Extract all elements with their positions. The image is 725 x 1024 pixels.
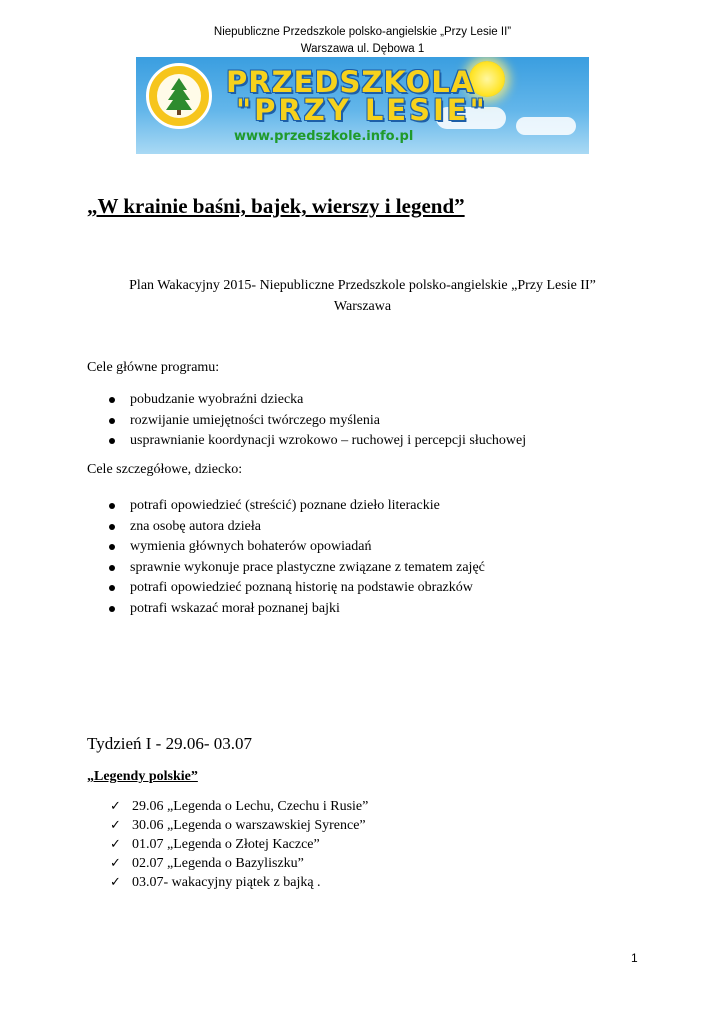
schedule-item-text: 02.07 „Legenda o Bazyliszku” [132, 856, 304, 871]
list-item-text: zna osobę autora dzieła [130, 518, 261, 534]
list-item-text: potrafi opowiedzieć (streścić) poznane dzieło literackie [130, 498, 440, 513]
checkmark-icon: ✓ [110, 799, 121, 814]
schedule-item-text: 01.07 „Legenda o Złotej Kaczce” [132, 837, 320, 852]
list-item [106, 411, 526, 432]
plan-subtitle-line-1: Plan Wakacyjny 2015- Niepubliczne Przedszkole polsko-angielskie „Przy Lesie II” [129, 278, 596, 293]
cloud-shape [516, 117, 576, 135]
checkmark-icon: ✓ [110, 856, 121, 871]
bullet-icon [109, 544, 115, 550]
main-goals-label: Cele główne programu: [87, 360, 220, 375]
bullet-icon [109, 565, 115, 571]
schedule-item [109, 816, 368, 835]
document-title: „W krainie baśni, bajek, wierszy i legend” [87, 194, 465, 218]
list-item-text: rozwijanie umiejętności twórczego myślenia [130, 412, 380, 428]
preschool-banner-logo [136, 57, 589, 154]
list-item [106, 599, 485, 620]
bullet-icon [109, 418, 115, 424]
list-item-text: wymienia głównych bohaterów opowiadań [130, 539, 372, 554]
banner-title-line-2: "PRZY LESIE" [236, 93, 488, 127]
checkmark-icon: ✓ [110, 875, 121, 890]
detailed-goals-list [106, 496, 485, 619]
schedule-item [109, 797, 368, 816]
banner-website-url: www.przedszkole.info.pl [234, 129, 414, 144]
list-item-text: pobudzanie wyobraźni dziecka [130, 392, 304, 407]
page-number: 1 [631, 951, 638, 965]
bullet-icon [109, 606, 115, 612]
plan-subtitle-line-2: Warszawa [333, 299, 392, 314]
bullet-icon [109, 524, 115, 530]
list-item [106, 537, 485, 558]
list-item [106, 578, 485, 599]
week-topic: „Legendy polskie” [87, 769, 198, 784]
schedule-item-text: 30.06 „Legenda o warszawskiej Syrence” [132, 818, 366, 833]
tree-icon [157, 74, 201, 118]
bullet-icon [109, 397, 115, 403]
main-goals-list [106, 390, 526, 452]
list-item [106, 431, 526, 452]
checkmark-icon: ✓ [110, 837, 121, 852]
bullet-icon [109, 438, 115, 444]
list-item [106, 558, 485, 579]
schedule-item-text: 03.07- wakacyjny piątek z bajką . [132, 875, 321, 890]
page-header-line-2: Warszawa ul. Dębowa 1 [300, 43, 425, 55]
detailed-goals-label: Cele szczegółowe, dziecko: [87, 462, 243, 477]
bullet-icon [109, 503, 115, 509]
week-schedule-list [109, 797, 368, 892]
sun-icon [469, 61, 505, 97]
banner-title-line-1: PRZEDSZKOLA [226, 65, 475, 99]
list-item [106, 517, 485, 538]
schedule-item [109, 854, 368, 873]
list-item [106, 496, 485, 517]
schedule-item [109, 835, 368, 854]
schedule-item [109, 873, 368, 892]
list-item [106, 390, 526, 411]
checkmark-icon: ✓ [110, 818, 121, 833]
list-item-text: potrafi opowiedzieć poznaną historię na podstawie obrazków [130, 580, 473, 595]
schedule-item-text: 29.06 „Legenda o Lechu, Czechu i Rusie” [132, 799, 369, 814]
week-heading: Tydzień I - 29.06- 03.07 [87, 734, 252, 753]
bullet-icon [109, 585, 115, 591]
list-item-text: potrafi wskazać morał poznanej bajki [130, 600, 340, 616]
list-item-text: sprawnie wykonuje prace plastyczne związane z tematem zajęć [130, 559, 485, 575]
page-header-line-1: Niepubliczne Przedszkole polsko-angielskie „Przy Lesie II” [213, 26, 512, 38]
preschool-seal-logo [146, 63, 212, 129]
list-item-text: usprawnianie koordynacji wzrokowo – ruchowej i percepcji słuchowej [130, 433, 527, 448]
